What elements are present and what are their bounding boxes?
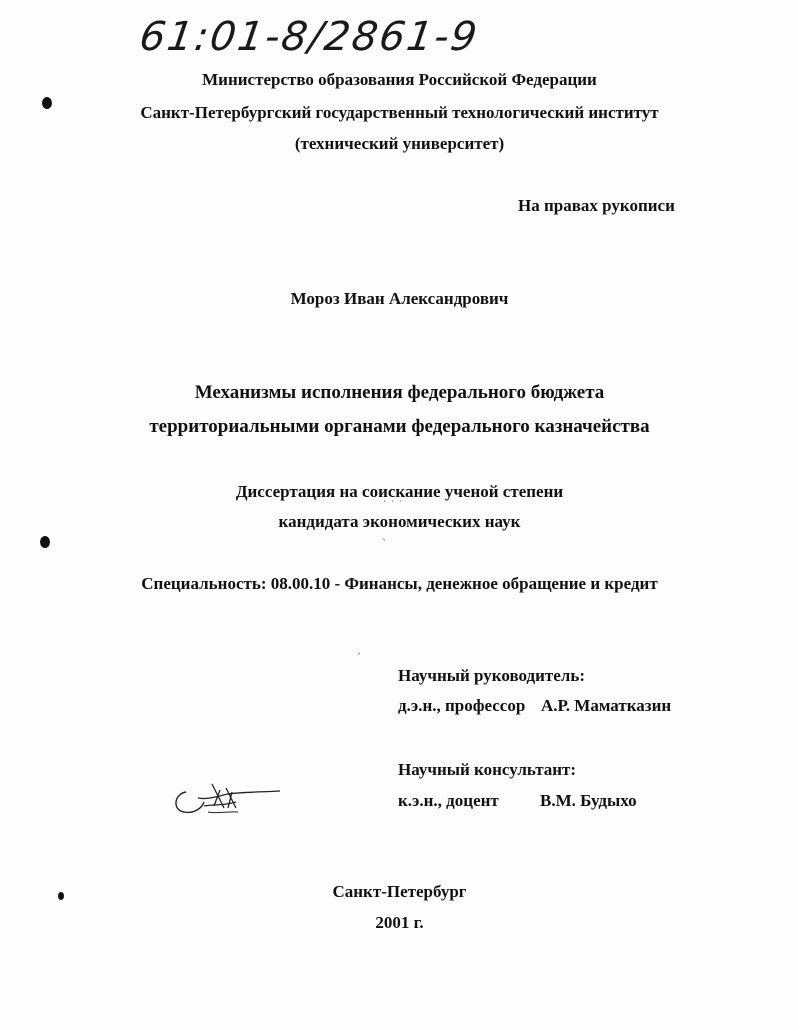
consultant-title: к.э.н., доцент <box>398 791 499 810</box>
supervisor-label: Научный руководитель: <box>398 666 585 685</box>
institute-line: Санкт-Петербургский государственный технологический институт <box>140 103 659 122</box>
binding-hole-middle <box>40 536 50 548</box>
scan-speck: ˏ <box>356 644 361 655</box>
manuscript-rights: На правах рукописи <box>518 196 675 215</box>
institute-status-line: (технический университет) <box>294 134 505 153</box>
city: Санкт-Петербург <box>332 882 467 901</box>
scan-speck: ˙ ˙ ˙ <box>382 500 404 511</box>
consultant-label: Научный консультант: <box>398 760 577 779</box>
supervisor-title: д.э.н., профессор <box>398 696 526 715</box>
ministry-line: Министерство образования Российской Федерации <box>202 70 597 89</box>
title-line-2: территориальными органами федерального казначейства <box>149 416 650 437</box>
scan-speck: ˎ <box>382 530 387 541</box>
degree-line-1: Диссертация на соискание ученой степени <box>235 482 564 501</box>
consultant-name: В.М. Будыхо <box>540 791 637 810</box>
degree-line-2: кандидата экономических наук <box>278 512 521 531</box>
title-line-1: Механизмы исполнения федерального бюджета <box>194 382 605 403</box>
handwritten-signature <box>168 778 283 828</box>
year: 2001 г. <box>375 913 424 932</box>
specialty-line: Специальность: 08.00.10 - Финансы, денежное обращение и кредит <box>141 574 658 593</box>
archive-number: 61:01-8/2861-9 <box>136 14 482 60</box>
author-name: Мороз Иван Александрович <box>290 289 509 308</box>
supervisor-name: А.Р. Маматказин <box>541 696 672 715</box>
